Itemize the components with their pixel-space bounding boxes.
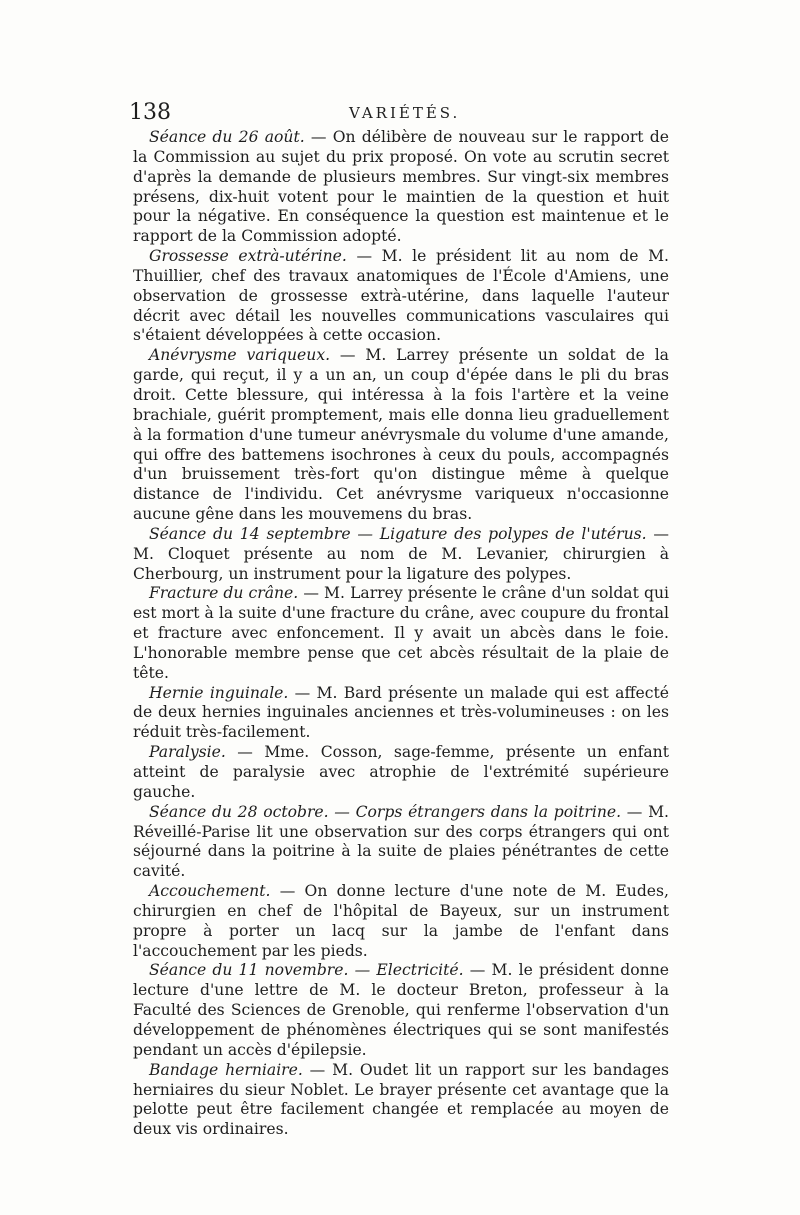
paragraph-text: — Mme. Cosson, sage-femme, présente un enfant atteint de paralysie avec atrophie de l'extrémité supérieure gauche. [133, 743, 669, 801]
paragraph [133, 743, 669, 803]
paragraph [133, 346, 669, 525]
section-title: Grossesse extrà-utérine. [149, 247, 347, 266]
section-title: Séance du 28 octobre. — Corps étrangers dans la poitrine. [149, 802, 622, 821]
section-title: Accouchement. [149, 882, 271, 901]
paragraph-text: — M. Bard présente un malade qui est affecté de deux hernies inguinales anciennes et très-volumineuses : on les réduit très-facilement. [133, 683, 669, 742]
page [129, 100, 669, 1140]
section-title: Anévrysme variqueux. [149, 346, 331, 365]
section-title: Bandage herniaire. [149, 1060, 303, 1079]
paragraph [133, 1061, 669, 1140]
paragraph [133, 247, 669, 346]
body-text [133, 128, 669, 1140]
running-title: VARIÉTÉS. [349, 104, 461, 122]
section-title: Hernie inguinale. [149, 683, 289, 702]
paragraph-text: — M. Larrey présente un soldat de la garde, qui reçut, il y a un an, un coup d'épée dans le pli du bras droit. Cette blessure, qui intéressa à la fois l'artère et la veine brachiale, guérit promptement, mais elle donna lieu graduellement à la formation d'une tumeur anévrysmale du volume d'une amande, qui offre des battemens isochrones à ceux du pouls, accompagnés d'un bruissement très-fort qu'on distingue même à quelque distance de l'individu. Cet anévrysme variqueux n'occasionne aucune gêne dans les mouvemens du bras. [133, 346, 669, 524]
section-title: Paralysie. [149, 743, 226, 762]
section-title: Séance du 14 septembre — Ligature des polypes de l'utérus. [149, 524, 647, 543]
section-title: Fracture du crâne. [149, 584, 299, 603]
paragraph-text: — On donne lecture d'une note de M. Eudes, chirurgien en chef de l'hôpital de Bayeux, sur un instrument propre à porter un lacq sur la jambe de l'enfant dans l'accouchement par les pieds. [133, 882, 669, 960]
page-number: 138 [129, 100, 171, 125]
paragraph [133, 882, 669, 961]
paragraph [133, 803, 669, 882]
paragraph-text: — M. Réveillé-Parise lit une observation sur des corps étrangers qui ont séjourné dans la poitrine à la suite de plaies pénétrantes de cette cavité. [133, 802, 669, 881]
paragraph-text: — M. Cloquet présente au nom de M. Levanier, chirurgien à Cherbourg, un instrument pour la ligature des polypes. [133, 524, 669, 583]
paragraph [133, 128, 669, 247]
page-header [129, 100, 669, 128]
paragraph-text: — M. le président donne lecture d'une lettre de M. le docteur Breton, professeur à la Faculté des Sciences de Grenoble, qui renferme l'observation d'un développement de phénomènes électriques qui se sont manifestés pendant un accès d'épilepsie. [133, 961, 669, 1059]
paragraph [133, 525, 669, 585]
paragraph [133, 684, 669, 744]
paragraph-text: — M. Larrey présente le crâne d'un soldat qui est mort à la suite d'une fracture du crâne, avec coupure du frontal et fracture avec enfoncement. Il y avait un abcès dans le foie. L'honorable membre pense que cet abcès résultait de la plaie de tête. [133, 584, 669, 682]
paragraph-text: — M. Oudet lit un rapport sur les bandages herniaires du sieur Noblet. Le brayer présente cet avantage que la pelotte peut être facilement changée et remplacée au moyen de deux vis ordinaires. [133, 1060, 669, 1139]
section-title: Séance du 11 novembre. — Electricité. [149, 961, 464, 980]
paragraph [133, 584, 669, 683]
section-title: Séance du 26 août. [149, 128, 305, 146]
paragraph-text: — On délibère de nouveau sur le rapport de la Commission au sujet du prix proposé. On vote au scrutin secret d'après la demande de plusieurs membres. Sur vingt-six membres présens, dix-huit votent pour le maintien de la question et huit pour la négative. En conséquence la question est maintenue et le rapport de la Commission adopté. [133, 128, 669, 246]
paragraph-text: — M. le président lit au nom de M. Thuillier, chef des travaux anatomiques de l'École d'Amiens, une observation de grossesse extrà-utérine, dans laquelle l'auteur décrit avec détail les nouvelles communications vasculaires qui s'étaient développées à cette occasion. [133, 247, 669, 345]
paragraph [133, 961, 669, 1060]
